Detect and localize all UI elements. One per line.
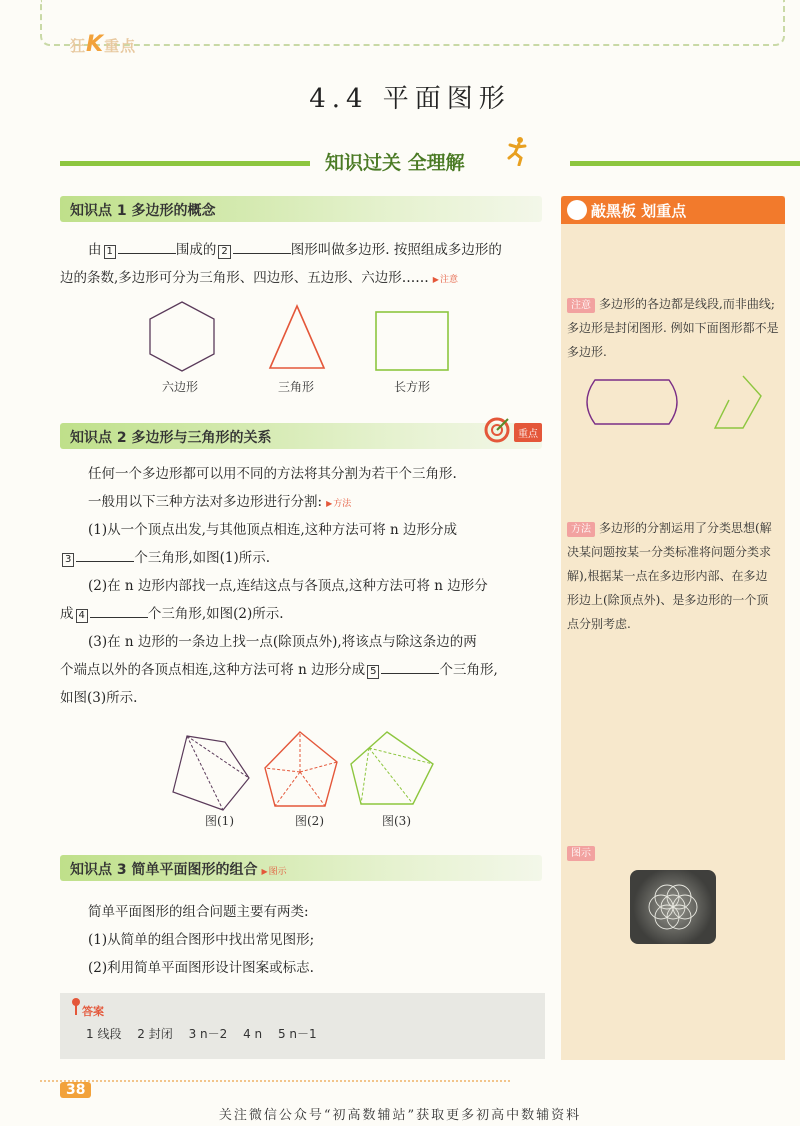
figure-3 — [351, 732, 433, 804]
illustration-badge: 图示 — [567, 846, 595, 861]
kp2-line-2: 一般用以下三种方法对多边形进行分割:▶ 方法 — [60, 488, 542, 516]
answer-item: 5 n－1 — [277, 1027, 317, 1041]
flower-pattern-icon — [630, 870, 716, 944]
answer-heading: 答案 — [82, 1005, 104, 1018]
chapter-title: 4.4 平面图形 — [309, 84, 511, 114]
figure-2 — [265, 732, 337, 806]
blank-number: 1 — [104, 245, 116, 259]
answer-item: 2 封闭 — [137, 1027, 173, 1041]
kp2-text — [60, 460, 542, 712]
note-tag: ▶ 注意 — [433, 275, 458, 285]
method-tag: ▶ 方法 — [326, 499, 351, 509]
kp1-line-1: 由 1 围成的 2 图形叫做多边形. 按照组成多边形的 — [60, 236, 542, 264]
answer-item: 3 n－2 — [188, 1027, 228, 1041]
figure-3-label: 图(3) — [382, 814, 411, 828]
blank-number: 3 — [62, 553, 74, 567]
kp1-header — [60, 196, 542, 222]
kp3-text — [60, 898, 542, 982]
answer-box — [60, 993, 545, 1059]
answer-item: 4 n — [243, 1027, 263, 1041]
illustration-tag: ▶ 图示 — [262, 867, 287, 877]
blank-number: 2 — [218, 245, 230, 259]
method-badge: 方法 — [567, 522, 595, 537]
key-point-badge: 重点 — [514, 423, 542, 442]
kp2-line-8: 个端点以外的各顶点相连,这种方法可将 n 边形分成 5 个三角形, — [60, 656, 542, 684]
hexagon-shape — [150, 302, 214, 371]
figure-1-label: 图(1) — [205, 814, 234, 828]
curved-shape — [587, 380, 677, 424]
kp2-line-4: 3 个三角形,如图(1)所示. — [60, 544, 542, 572]
fill-blank[interactable] — [118, 239, 176, 254]
kp2-title: 知识点 2 多边形与三角形的关系 — [70, 430, 272, 446]
sidebar-title: 敲黑板 划重点 — [591, 202, 687, 220]
page-number: 38 — [60, 1082, 91, 1098]
fill-blank[interactable] — [76, 547, 134, 562]
figure-1 — [173, 736, 249, 810]
fill-blank[interactable] — [381, 659, 439, 674]
figure-2-label: 图(2) — [295, 814, 324, 828]
kp3-line-3: (2)利用简单平面图形设计图案或标志. — [88, 960, 314, 976]
kp2-line-3: (1)从一个顶点出发,与其他顶点相连,这种方法可将 n 边形分成 — [88, 522, 457, 538]
kp2-line-9: 如图(3)所示. — [60, 690, 138, 706]
kp1-shapes — [140, 298, 460, 378]
triangle-label: 三角形 — [278, 380, 315, 394]
kp2-header — [60, 423, 542, 449]
kp1-title: 知识点 1 多边形的概念 — [70, 203, 216, 219]
pattern-photo — [630, 870, 716, 944]
kp2-line-7: (3)在 n 边形的一条边上找一点(除顶点外),将该点与除这条边的两 — [88, 634, 477, 650]
target-icon — [484, 417, 510, 443]
footer-text: 关注微信公众号“初高数辅站”获取更多初高中数辅资料 — [218, 1108, 582, 1123]
section-title: 知识过关 全理解 — [325, 152, 465, 174]
kp2-line-5: (2)在 n 边形内部找一点,连结这点与各顶点,这种方法可将 n 边形分 — [88, 578, 488, 594]
banner-line-left — [60, 161, 310, 166]
kp3-line-2: (1)从简单的组合图形中找出常见图形; — [88, 932, 315, 948]
kp2-line-1: 任何一个多边形都可以用不同的方法将其分割为若干个三角形. — [88, 466, 457, 482]
kp3-title: 知识点 3 简单平面图形的组合▶ 图示 — [70, 859, 287, 879]
hexagon-label: 六边形 — [162, 380, 199, 394]
section-banner — [60, 148, 760, 172]
rectangle-label: 长方形 — [394, 380, 431, 394]
fill-blank[interactable] — [233, 239, 291, 254]
rectangle-shape — [376, 312, 448, 370]
blank-number: 5 — [367, 665, 379, 679]
sidebar-method: 方法 多边形的分割运用了分类思想(解决某问题按某一分类标准将问题分类求解),根据某一点在多边形内部、在多边形边上(除顶点外)、是多边形的一个顶点分别考虑. — [567, 521, 772, 631]
kp3-header — [60, 855, 542, 881]
kp1-text — [60, 236, 542, 292]
runner-icon — [505, 136, 531, 166]
kp1-line-2: 边的条数,多边形可分为三角形、四边形、五边形、六边形……▶ 注意 — [60, 264, 542, 292]
top-decor-band — [40, 0, 785, 46]
answer-item: 1 线段 — [86, 1027, 122, 1041]
sidebar-illustration-label — [567, 840, 779, 864]
answer-list — [86, 1025, 329, 1042]
kp2-figures — [165, 728, 445, 818]
fill-blank[interactable] — [90, 603, 148, 618]
speaker-icon — [567, 200, 587, 220]
brand-logo: 狂K重点 — [70, 32, 137, 57]
non-polygon-examples — [575, 372, 775, 432]
kp3-line-1: 简单平面图形的组合问题主要有两类: — [88, 904, 309, 920]
triangle-shape — [270, 306, 324, 368]
page-divider — [40, 1080, 510, 1082]
blank-number: 4 — [76, 609, 88, 623]
kp2-line-6: 成 4 个三角形,如图(2)所示. — [60, 600, 542, 628]
sidebar-header — [561, 196, 785, 224]
pin-icon — [70, 997, 82, 1015]
open-polyline — [715, 376, 761, 428]
note-badge: 注意 — [567, 298, 595, 313]
banner-line-right — [570, 161, 800, 166]
sidebar-note: 注意 多边形的各边都是线段,而非曲线;多边形是封闭图形. 例如下面图形都不是多边形. — [567, 297, 779, 359]
